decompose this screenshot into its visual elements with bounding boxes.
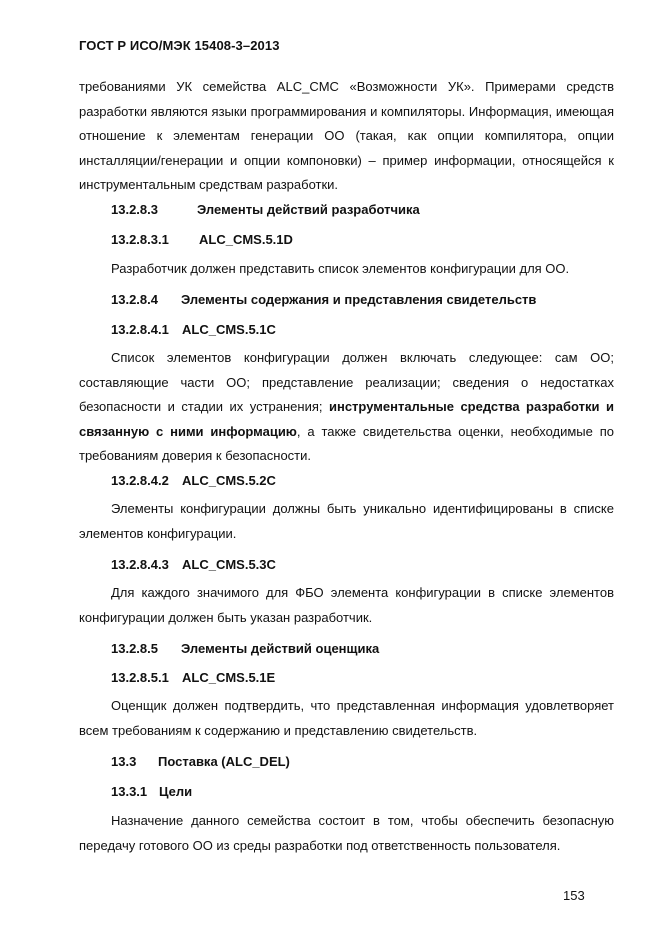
paragraph-text: , а также свидетельства оценки, необходимые по требованиям доверия к безопасности. bbox=[79, 423, 614, 463]
section-number: 13.2.8.4.1 bbox=[111, 322, 169, 337]
section-title: Поставка (ALC_DEL) bbox=[158, 754, 290, 769]
section-number: 13.2.8.4 bbox=[111, 292, 158, 307]
section-heading bbox=[111, 322, 276, 337]
section-title: ALC_CMS.5.1E bbox=[182, 670, 276, 685]
paragraph: Разработчик должен представить список элементов конфигурации для ОО. bbox=[111, 261, 570, 276]
paragraph-emphasis: инструментальные средства разработки и связанную с ними информацию bbox=[79, 399, 614, 439]
section-heading bbox=[111, 473, 276, 488]
section-title: Элементы действий оценщика bbox=[181, 641, 380, 656]
section-heading bbox=[111, 557, 276, 572]
paragraph-text: Список элементов конфигурации должен включать следующее: сам ОО; составляющие части ОО; представление реализации; сведения о недостатках безопасности и стадии их устранения; bbox=[79, 350, 614, 414]
paragraph: требованиями УК семейства ALC_CMC «Возможности УК». Примерами средств разработки являются языки программирования и компиляторы. Информация, имеющая отношение к элементам генерации ОО (такая, как опции компилятора, опции инсталляции/генерации и опции компоновки) – пример информации, относящейся к инструментальным средствам разработки. bbox=[79, 79, 614, 192]
section-number: 13.2.8.4.3 bbox=[111, 557, 169, 572]
paragraph bbox=[79, 346, 614, 469]
section-number: 13.3 bbox=[111, 754, 137, 769]
section-heading bbox=[111, 784, 192, 799]
section-heading bbox=[111, 202, 420, 217]
section-title: Элементы действий разработчика bbox=[197, 202, 420, 217]
section-heading bbox=[111, 670, 275, 685]
section-title: ALC_CMS.5.3C bbox=[182, 557, 276, 572]
paragraph: Оценщик должен подтвердить, что представленная информация удовлетворяет всем требованиям к содержанию и представлению свидетельств. bbox=[79, 698, 614, 738]
document-header: ГОСТ Р ИСО/МЭК 15408-3–2013 bbox=[79, 38, 280, 53]
section-title: Элементы содержания и представления свидетельств bbox=[181, 292, 537, 307]
paragraph: Элементы конфигурации должны быть уникально идентифицированы в списке элементов конфигурации. bbox=[79, 501, 614, 541]
section-title: ALC_CMS.5.2C bbox=[182, 473, 276, 488]
section-number: 13.3.1 bbox=[111, 784, 148, 799]
section-number: 13.2.8.3.1 bbox=[111, 232, 169, 247]
paragraph: Для каждого значимого для ФБО элемента конфигурации в списке элементов конфигурации должен быть указан разработчик. bbox=[79, 585, 614, 625]
section-number: 13.2.8.5 bbox=[111, 641, 158, 656]
section-title: Цели bbox=[159, 784, 193, 799]
section-number: 13.2.8.5.1 bbox=[111, 670, 169, 685]
page-number: 153 bbox=[563, 888, 585, 903]
section-title: ALC_CMS.5.1D bbox=[199, 232, 293, 247]
section-title: ALC_CMS.5.1C bbox=[182, 322, 276, 337]
paragraph: Назначение данного семейства состоит в том, чтобы обеспечить безопасную передачу готового ОО из среды разработки под ответственность пользователя. bbox=[79, 813, 614, 853]
section-heading bbox=[111, 641, 379, 656]
section-heading bbox=[111, 292, 536, 307]
section-heading bbox=[111, 754, 290, 769]
section-number: 13.2.8.3 bbox=[111, 202, 158, 217]
section-number: 13.2.8.4.2 bbox=[111, 473, 169, 488]
section-heading bbox=[111, 232, 293, 247]
